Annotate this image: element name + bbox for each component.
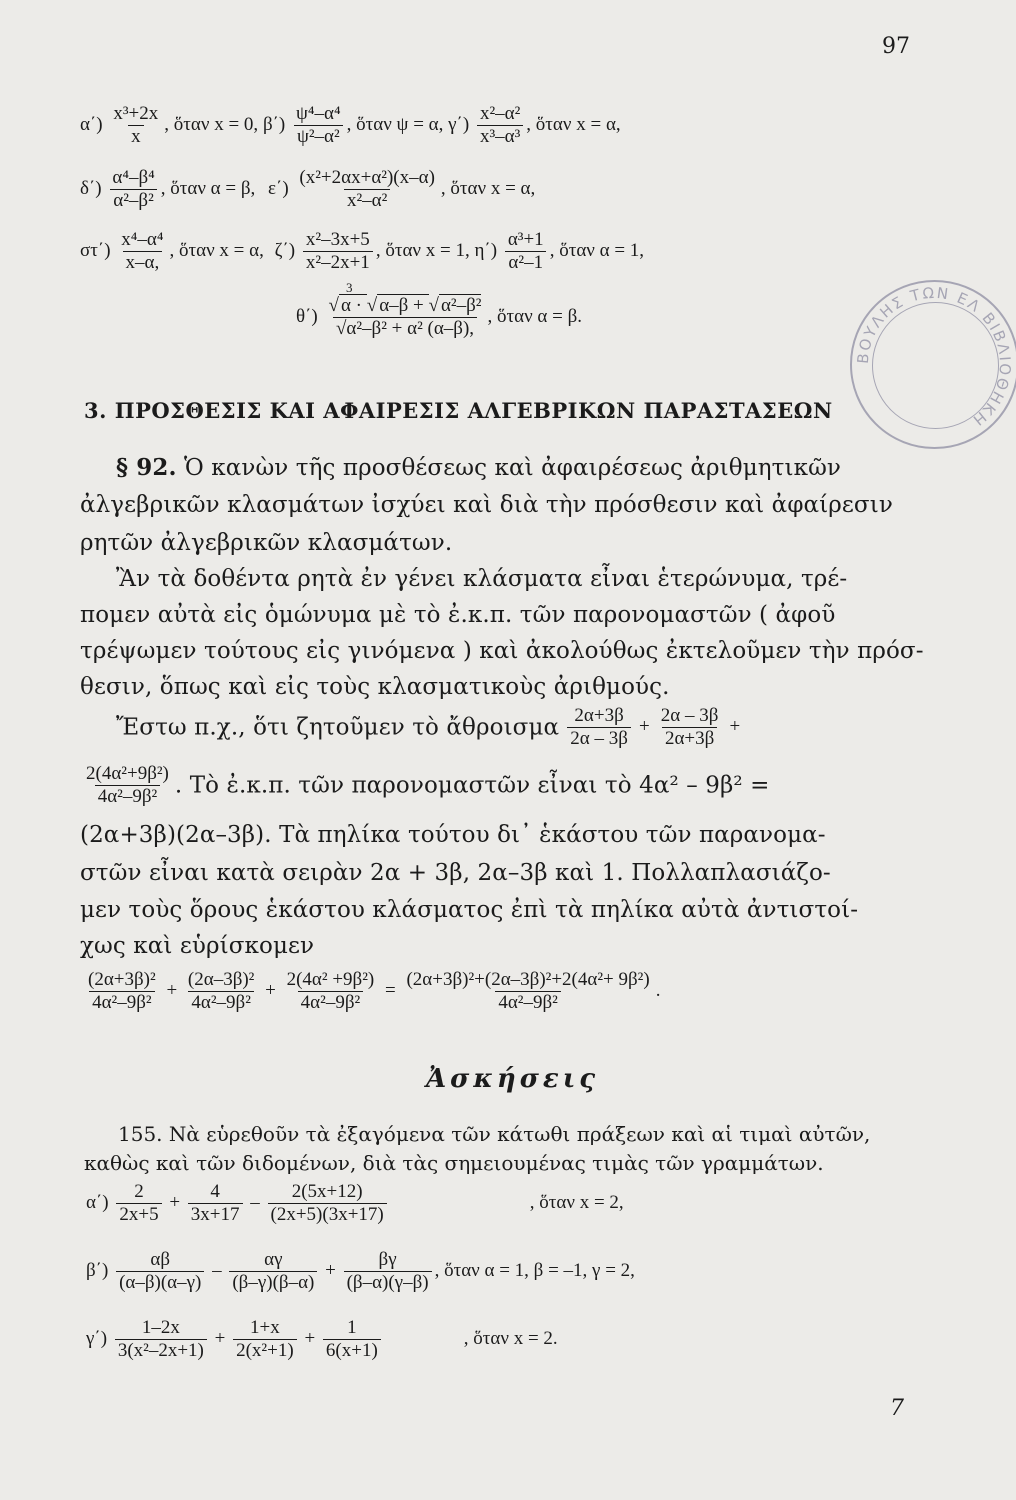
formula-st-den: x–α, [123, 251, 163, 273]
paragraph-line-1 [116, 454, 841, 481]
formula-d-cond: , ὅταν α = β, [160, 177, 256, 199]
formula-e-den: x²–α² [344, 189, 390, 211]
paragraph-line-1-text: Ὁ κανὼν τῆς προσθέσεως καὶ ἀφαιρέσεως ἀριθμητικῶν [176, 455, 842, 481]
result-fraction-4-den: 4α²–9β² [495, 991, 561, 1013]
section-heading: 3. ΠΡΟΣΘΕΣΙΣ ΚΑΙ ΑΦΑΙΡΕΣΙΣ ΑΛΓΕΒΡΙΚΩΝ ΠΑΡΑΣΤΑΣΕΩΝ [84, 398, 833, 423]
exercise-c-f3-num: 1 [347, 1317, 357, 1338]
formula-z-num: x²–3x+5 [305, 229, 370, 250]
exercise-c-f3-den: 6(x+1) [323, 1339, 381, 1361]
formula-th-index: 3 [346, 280, 353, 295]
formula-row-1 [80, 104, 621, 147]
formula-a-cond: , ὅταν x = 0, [164, 113, 259, 135]
formula-row-4 [296, 280, 582, 339]
formula-z-den: x²–2x+1 [303, 251, 373, 273]
formula-d-num: α⁴–β⁴ [112, 167, 155, 188]
exercise-a-f3-den: (2x+5)(3x+17) [268, 1203, 387, 1225]
exercise-a: α΄) $\frac{2}{2x+5}$ + $\frac{4}{3x+17}$ – $\frac{2(5x+12)}{(2x+5)(3x+17)}$ , ὅταν x = 2, [86, 1181, 624, 1225]
formula-th-cond: , ὅταν α = β. [487, 305, 583, 327]
signature-mark: 7 [890, 1396, 904, 1421]
formula-d-label: δ΄) [80, 177, 102, 199]
paragraph-line-3: ρητῶν ἀλγεβρικῶν κλασμάτων. [80, 530, 453, 556]
formula-b-cond: , ὅταν ψ = α, [346, 113, 444, 135]
paragraph-line-12: μεν τοὺς ὅρους ἑκάστου κλάσματος ἐπὶ τὰ πηλίκα αὐτὰ ἀντιστοί- [80, 897, 859, 923]
formula-c-cond: , ὅταν x = α, [526, 113, 621, 135]
formula-e [296, 168, 438, 211]
example-fraction-3-num: 2(4α²+9β²) [86, 763, 169, 784]
paragraph-line-13: χως καὶ εὑρίσκομεν [80, 933, 315, 959]
result-fraction-3-num: 2(4α² +9β²) [286, 969, 375, 990]
exercise-b-label: β΄) [86, 1259, 109, 1281]
result-fraction-1 [85, 970, 159, 1013]
formula-z [303, 230, 373, 273]
paragraph-number: § 92. [116, 454, 177, 481]
formula-th-num-a: α · [340, 295, 367, 316]
exercise-b-f1-num: αβ [150, 1249, 171, 1270]
example-sum-line [116, 706, 740, 749]
formula-th-num: √ α · √ α–β + √ α²–β² [328, 295, 482, 316]
result-fraction-2 [185, 970, 257, 1013]
exercise-c-f1-num: 1–2x [141, 1317, 180, 1338]
formula-th [326, 296, 485, 339]
formula-d [109, 168, 157, 211]
paragraph-line-9: . Τὸ ἐ.κ.π. τῶν παρονομαστῶν εἶναι τὸ 4α² – 9β² = [174, 772, 770, 799]
result-fraction-4 [403, 970, 652, 1013]
exercise-a-f1-num: 2 [134, 1181, 144, 1202]
formula-z-cond: , ὅταν x = 1, [375, 239, 470, 261]
formula-h-num: α³+1 [507, 229, 544, 250]
formula-b [293, 104, 344, 147]
formula-a [110, 104, 161, 147]
example-fraction-1 [567, 706, 631, 749]
exercise-b-fraction-2 [229, 1250, 317, 1293]
result-fraction-4-num: (2α+3β)²+(2α–3β)²+2(4α²+ 9β²) [406, 969, 650, 990]
exercise-a-label: α΄) [86, 1191, 109, 1213]
example-fraction-2-den: 2α+3β [662, 727, 717, 749]
exercise-a-fraction-3 [268, 1182, 387, 1225]
formula-c-den: x³–α³ [477, 125, 523, 147]
formula-d-den: α²–β² [110, 189, 157, 211]
exercise-b-fraction-1 [116, 1250, 204, 1293]
exercise-a-f2-num: 4 [210, 1181, 220, 1202]
result-fraction-3 [284, 970, 378, 1013]
library-stamp-text: ΒΟΥΛΗΣ ΤΩΝ ΕΛ ΒΙΒΛΙΟΘΗΚΗ [853, 283, 1015, 431]
formula-c-num: x²–α² [479, 103, 521, 124]
formula-st [118, 230, 166, 273]
exercise-b-f2-num: αγ [264, 1249, 283, 1270]
exercise-a-f3-num: 2(5x+12) [291, 1181, 363, 1202]
example-plus-1: + [638, 715, 650, 737]
example-fraction-1-den: 2α – 3β [567, 727, 631, 749]
paragraph-line-10: (2α+3β)(2α–3β). Τὰ πηλίκα τούτου δι᾽ ἑκάστου τῶν παρανομα- [80, 822, 826, 848]
paragraph-line-11: στῶν εἶναι κατὰ σειρὰν 2α + 3β, 2α–3β καὶ 1. Πολλαπλασιάζο- [80, 860, 831, 886]
exercise-a-f1-den: 2x+5 [116, 1203, 161, 1225]
formula-h-den: α²–1 [505, 251, 546, 273]
exercise-b-f3-den: (β–α)(γ–β) [344, 1271, 432, 1293]
exercise-a-fraction-2 [188, 1182, 243, 1225]
exercise-c-f1-den: 3(x²–2x+1) [115, 1339, 207, 1361]
exercise-155-line-2: καθὼς καὶ τῶν διδομένων, διὰ τὰς σημειουμένας τιμὰς τῶν γραμμάτων. [84, 1151, 824, 1175]
result-fraction-2-den: 4α²–9β² [188, 991, 254, 1013]
formula-b-label: β΄) [262, 113, 286, 135]
exercise-c-f2-num: 1+x [250, 1317, 280, 1338]
example-lcm-line [80, 764, 769, 807]
formula-th-den: √α²–β² + α² (α–β), [333, 317, 477, 339]
formula-b-den: ψ²–α² [294, 125, 343, 147]
formula-h-label: η΄) [474, 239, 498, 261]
formula-h [505, 230, 547, 273]
example-plus-2: + [729, 715, 741, 737]
svg-text:ΒΟΥΛΗΣ ΤΩΝ ΕΛ ΒΙΒΛΙΟΘΗΚΗ [854, 284, 1015, 430]
exercise-a-fraction-1 [116, 1182, 161, 1225]
library-stamp [850, 280, 1016, 449]
formula-th-den-a: α²–β² + α² (α–β), [346, 317, 475, 339]
exercise-b-f3-num: βγ [378, 1249, 397, 1270]
exercise-155-line-1 [118, 1122, 870, 1146]
exercise-b-f1-den: (α–β)(α–γ) [116, 1271, 204, 1293]
formula-st-num: x⁴–α⁴ [121, 229, 164, 250]
formula-h-cond: , ὅταν α = 1, [549, 239, 645, 261]
exercise-b-fraction-3 [344, 1250, 432, 1293]
paragraph-line-4: Ἂν τὰ δοθέντα ρητὰ ἐν γένει κλάσματα εἶναι ἑτερώνυμα, τρέ- [116, 566, 848, 592]
paragraph-line-5: πομεν αὐτὰ εἰς ὁμώνυμα μὲ τὸ ἐ.κ.π. τῶν παρονομαστῶν ( ἀφοῦ [80, 602, 836, 628]
exercise-c-label: γ΄) [86, 1327, 108, 1349]
exercise-c-cond: , ὅταν x = 2. [463, 1327, 558, 1349]
exercise-c-fraction-2 [233, 1318, 297, 1361]
result-equals: = [385, 979, 396, 1001]
formula-row-2 [80, 168, 535, 211]
exercise-c-fraction-1 [115, 1318, 207, 1361]
exercise-number: 155. [118, 1122, 163, 1146]
example-intro-text: Ἔστω π.χ., ὅτι ζητοῦμεν τὸ ἄθροισμα [116, 714, 560, 741]
page-number: 97 [882, 34, 910, 59]
paragraph-line-6: τρέψωμεν τούτους εἰς γινόμενα ) καὶ ἀκολούθως ἐκτελοῦμεν τὴν πρόσ- [80, 638, 924, 664]
result-fraction-2-num: (2α–3β)² [187, 969, 255, 990]
example-fraction-2 [658, 706, 722, 749]
result-fraction-1-den: 4α²–9β² [89, 991, 155, 1013]
result-fraction-3-den: 4α²–9β² [298, 991, 364, 1013]
example-fraction-2-num: 2α – 3β [660, 705, 719, 726]
formula-row-3 [80, 230, 644, 273]
exercise-c: γ΄) $\frac{1-2x}{\text{3(x²–2x+1)}}$ + $\frac{1+x}{\text{2(x²+1)}}$ + $\frac{1}{6(x+1)}$ , ὅταν x = 2. [86, 1317, 558, 1361]
exercise-b: β΄) $\frac{\alpha\beta}{(\alpha-\beta)(\alpha-\gamma)}$ – $\frac{\alpha\gamma}{(\beta-\gamma)(\beta-\alpha)}$ + $\frac{\beta\gamma}{(\beta-\alpha)(\gamma-\beta)}$ , ὅταν α = 1, β = –1, γ = 2, [86, 1249, 635, 1293]
formula-e-label: ε΄) [268, 177, 289, 199]
example-fraction-3-den: 4α²–9β² [95, 785, 161, 807]
paragraph-line-2: ἀλγεβρικῶν κλασμάτων ἰσχύει καὶ διὰ τὴν πρόσθεσιν καὶ ἀφαίρεσιν [80, 492, 893, 518]
formula-a-num: x³+2x [113, 103, 159, 124]
exercise-b-cond: , ὅταν α = 1, β = –1, γ = 2, [434, 1259, 635, 1281]
formula-th-label: θ΄) [296, 306, 318, 328]
formula-th-num-c: α²–β² [440, 295, 482, 316]
formula-e-cond: , ὅταν x = α, [440, 177, 536, 199]
formula-st-cond: , ὅταν x = α, [169, 239, 264, 261]
exercise-155-line-1-text: Νὰ εὑρεθοῦν τὰ ἐξαγόμενα τῶν κάτωθι πράξεων καὶ αἱ τιμαὶ αὐτῶν, [162, 1122, 871, 1146]
formula-c [477, 104, 523, 147]
formula-th-num-b: α–β + [379, 295, 429, 316]
formula-a-den: x [128, 125, 144, 147]
result-end: . [655, 979, 661, 1001]
formula-b-num: ψ⁴–α⁴ [296, 103, 341, 124]
exercise-a-f2-den: 3x+17 [188, 1203, 243, 1225]
example-fraction-1-num: 2α+3β [574, 705, 624, 726]
library-stamp-text-icon [852, 282, 1016, 447]
exercise-a-cond: , ὅταν x = 2, [529, 1191, 624, 1213]
exercise-b-f2-den: (β–γ)(β–α) [229, 1271, 317, 1293]
exercise-c-f2-den: 2(x²+1) [233, 1339, 297, 1361]
example-fraction-3 [83, 764, 172, 807]
result-equation: $\frac{\text{(2α+3β)²}}{\text{4α²–9β²}}$ + $\frac{\text{(2α–3β)²}}{\text{4α²–9β²}}$ + $\frac{\text{2(4α² +9β²)}}{\text{4α²–9β²}}$ = $\frac{\text{(2α+3β)²+(2α–3β)²+2(4α²+ 9β²)}}{\text{4α²–9β²}}$ . [82, 970, 660, 1013]
paragraph-line-7: θεσιν, ὅπως καὶ εἰς τοὺς κλασματικοὺς ἀριθμούς. [80, 674, 670, 700]
exercise-c-fraction-3 [323, 1318, 381, 1361]
formula-st-label: στ΄) [80, 239, 111, 261]
formula-c-label: γ΄) [448, 113, 470, 135]
formula-z-label: ζ΄) [274, 239, 296, 261]
formula-a-label: α΄) [80, 113, 103, 135]
result-fraction-1-num: (2α+3β)² [88, 969, 156, 990]
formula-e-num: (x²+2αx+α²)(x–α) [299, 167, 435, 188]
exercises-title: Ἀσκήσεις [426, 1064, 600, 1094]
